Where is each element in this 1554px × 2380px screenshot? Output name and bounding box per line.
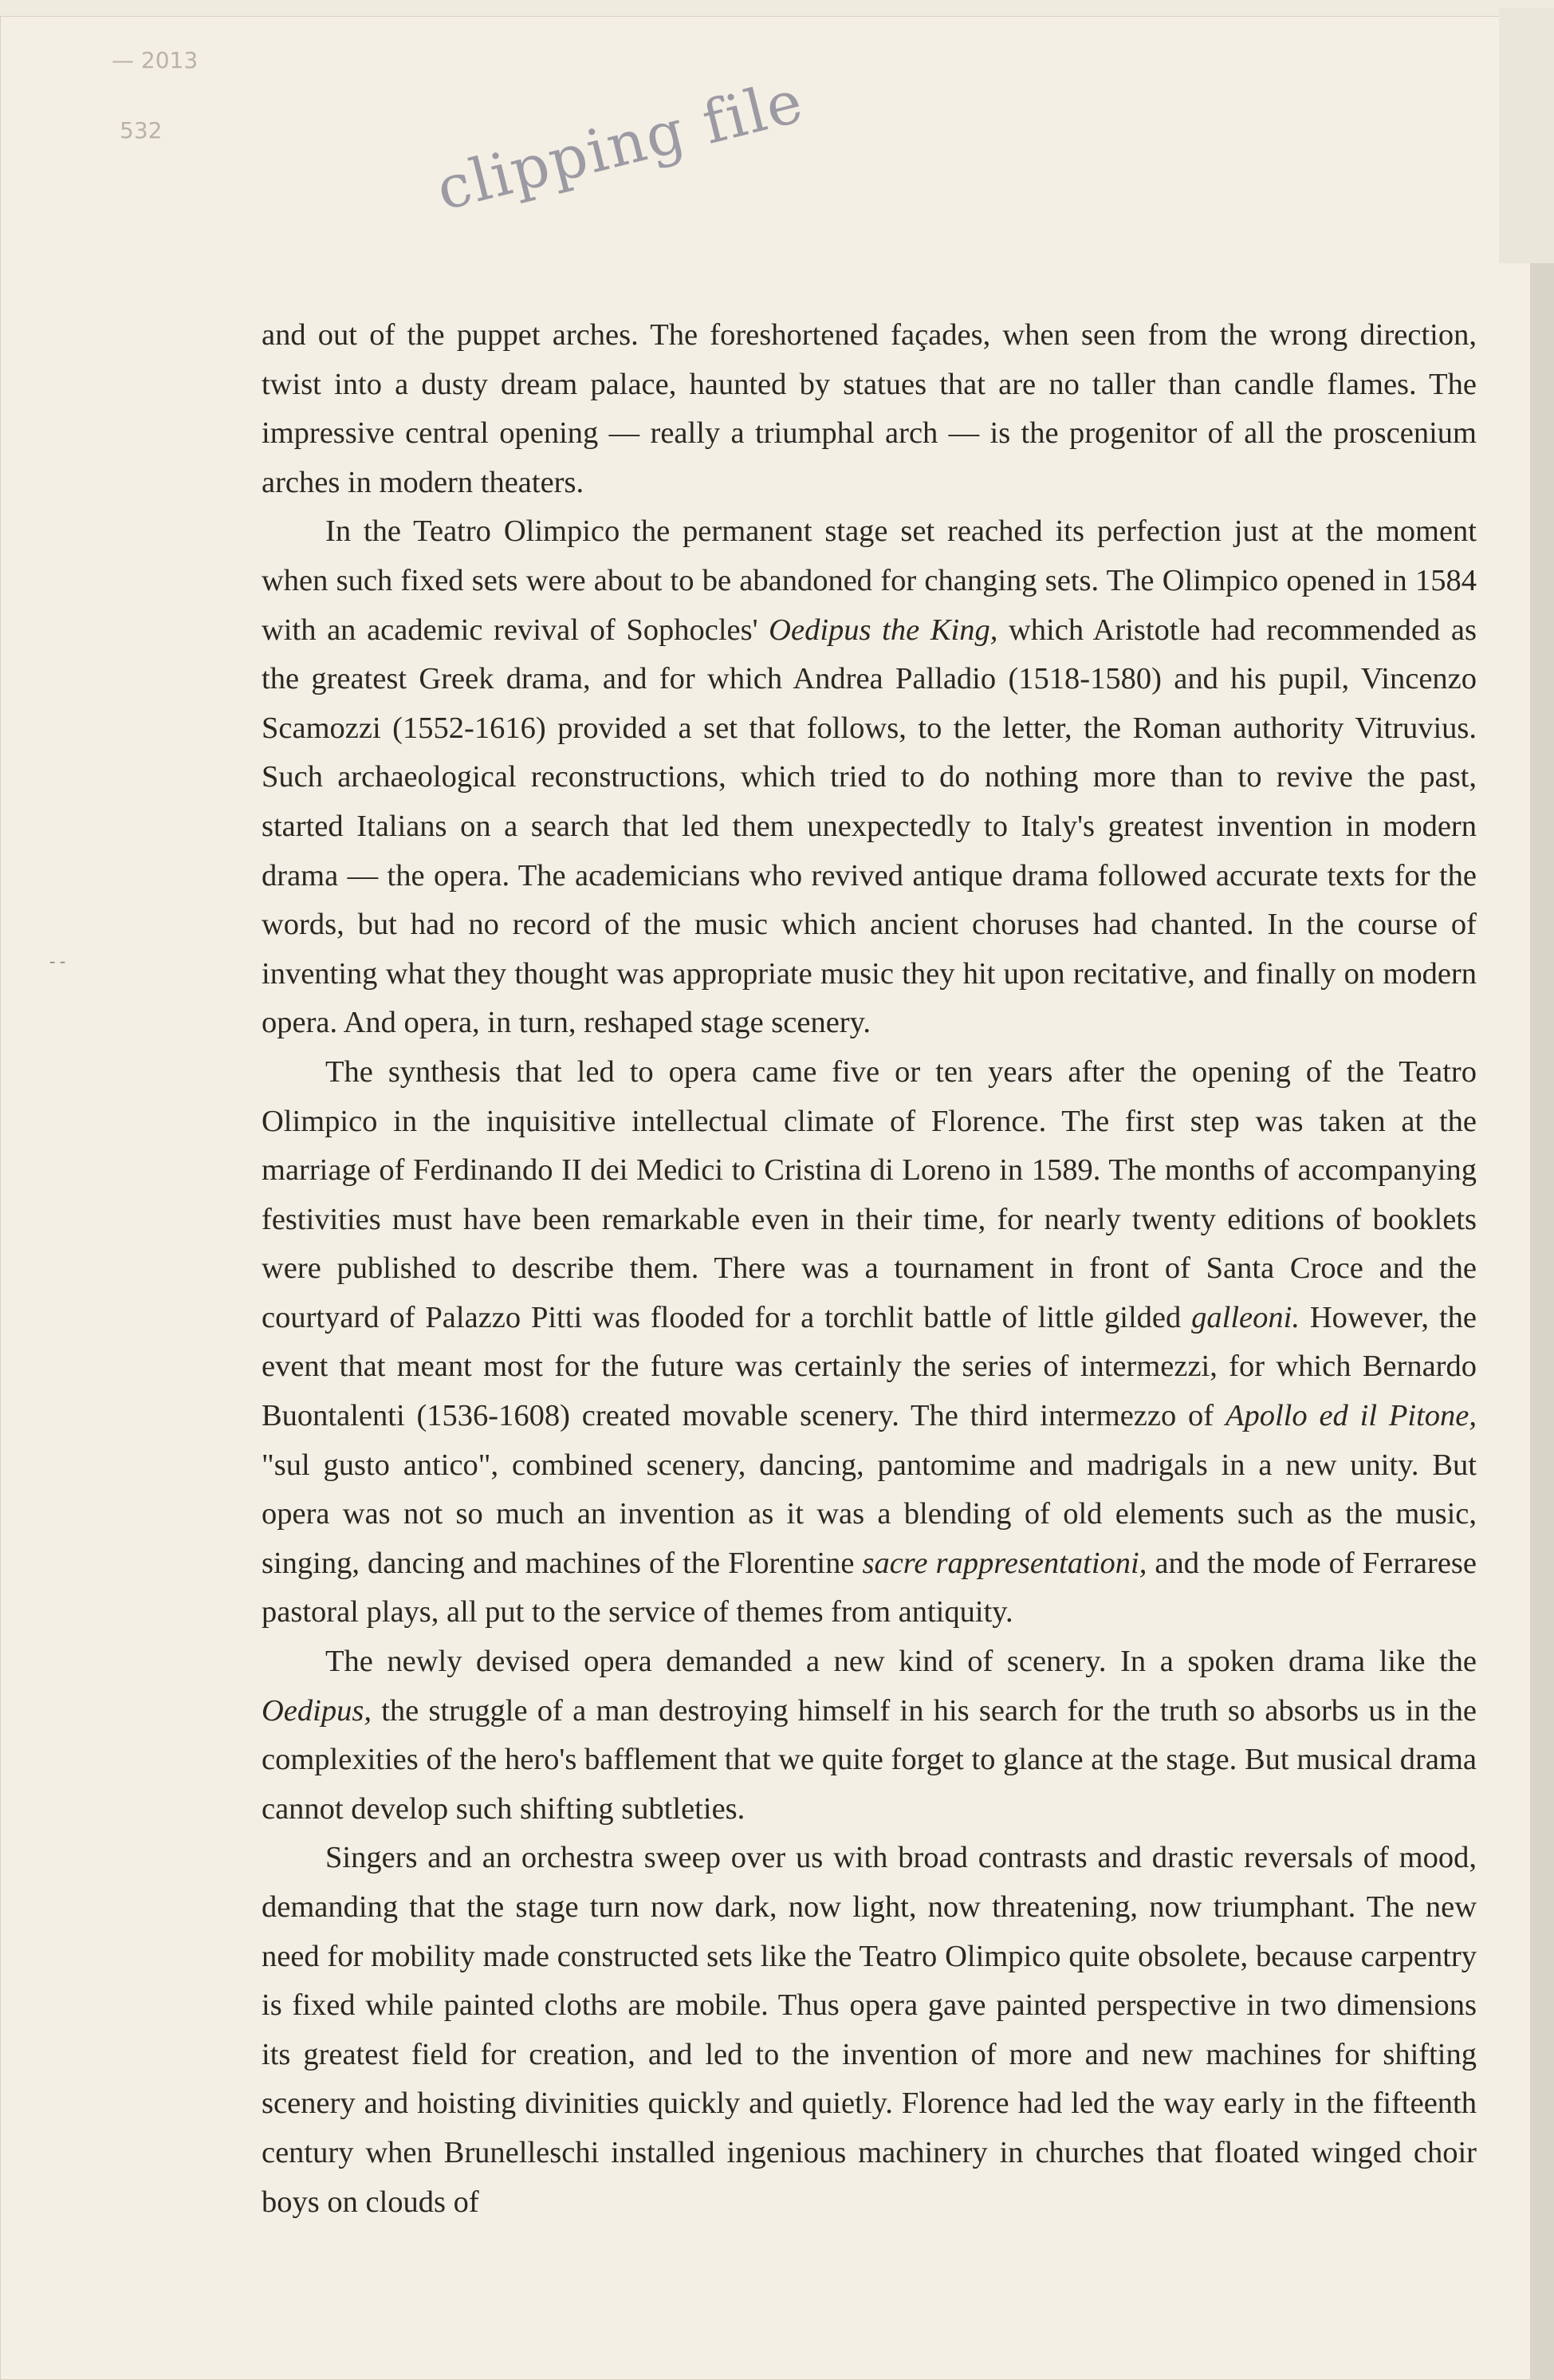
paragraph-text: the struggle of a man destroying himself in his search for the truth so absorbs us in the complexities of the hero's bafflement that we quite forget to glance at the stage. But musical drama cannot develop such shifting subtleties. bbox=[262, 1693, 1477, 1826]
paragraph bbox=[262, 1048, 1477, 1637]
clipping-file-stamp: clipping file bbox=[430, 66, 811, 224]
paragraph-text: The newly devised opera demanded a new kind of scenery. In a spoken drama like the bbox=[325, 1645, 1477, 1679]
italic-title-text: Oedipus the King, bbox=[769, 613, 998, 647]
paragraph bbox=[262, 311, 1477, 507]
paragraph bbox=[262, 507, 1477, 1048]
paragraph-text: "sul gusto antico", combined scenery, dancing, pantomime and madrigals in a new unity. But opera was not so much an invention as it was a blending of old elements such as the music, singing, dancing and machines of the Florentine bbox=[262, 1448, 1477, 1580]
paragraph-text: The synthesis that led to opera came five or ten years after the opening of the Teatro Olimpico in the inquisitive intellectual climate of Florence. The first step was taken at the marriage of Ferdinando II dei Medici to Cristina di Loreno in 1589. The months of accompanying festivities must have been remarkable even in their time, for nearly twenty editions of booklets were published to describe them. There was a tournament in front of Santa Croce and the courtyard of Palazzo Pitti was flooded for a torchlit battle of little gilded bbox=[262, 1054, 1477, 1334]
paragraph-text: which Aristotle had recommended as the greatest Greek drama, and for which Andrea Palladio (1518-1580) and his pupil, Vincenzo Scamozzi (1552-1616) provided a set that follows, to the letter, the Roman authority Vitruvius. Such archaeological reconstructions, which tried to do nothing more than to revive the past, started Italians on a search that led them unexpectedly to Italy's greatest invention in modern drama — the opera. The academicians who revived antique drama followed accurate texts for the words, but had no record of the music which ancient choruses had chanted. In the course of inventing what they thought was appropriate music they hit upon recitative, and finally on modern opera. And opera, in turn, reshaped stage scenery. bbox=[262, 613, 1477, 1040]
paragraph bbox=[262, 1834, 1477, 2227]
page-edge-strip bbox=[1499, 8, 1554, 263]
paragraph-text: Singers and an orchestra sweep over us with broad contrasts and drastic reversals of mood, demanding that the stage turn now dark, now light, now threatening, now triumphant. The new need for mobility made constructed sets like the Teatro Olimpico quite obsolete, because carpentry is fixed while painted cloths are mobile. Thus opera gave painted perspective in two dimensions its greatest field for creation, and led to the invention of more and new machines for shifting scenery and hoisting divinities quickly and quietly. Florence had led the way early in the fifteenth century when Brunelleschi installed ingenious machinery in churches that floated winged choir boys on clouds of bbox=[262, 1841, 1477, 2219]
paragraph-text: In the Teatro Olimpico the permanent stage set reached its perfection just at the moment when such fixed sets were about to be abandoned for changing sets. The Olimpico opened in 1584 with an academic revival of Sophocles' bbox=[262, 514, 1477, 647]
italic-title-text: Apollo ed il Pitone, bbox=[1225, 1399, 1477, 1433]
italic-title-text: Oedipus, bbox=[262, 1693, 372, 1728]
pencil-note: 532 bbox=[120, 117, 163, 144]
margin-mark: - - bbox=[49, 951, 66, 971]
paragraph bbox=[262, 1637, 1477, 1834]
article-body bbox=[262, 311, 1477, 2227]
paragraph-text: and out of the puppet arches. The foreshortened façades, when seen from the wrong direction, twist into a dusty dream palace, haunted by statues that are no taller than candle flames. The impressive central opening — really a triumphal arch — is the progenitor of all the proscenium arches in modern theaters. bbox=[262, 318, 1477, 499]
pencil-note: — 2013 bbox=[112, 47, 199, 73]
italic-title-text: galleoni. bbox=[1191, 1300, 1300, 1334]
page-top-edge bbox=[0, 0, 1554, 18]
paragraph-text: and the mode of Ferrarese pastoral plays, all put to the service of themes from antiquity. bbox=[262, 1546, 1477, 1629]
italic-title-text: sacre rappresentationi, bbox=[862, 1546, 1147, 1580]
paragraph-text: However, the event that meant most for the future was certainly the series of intermezzi, for which Bernardo Buontalenti (1536-1608) created movable scenery. The third intermezzo of bbox=[262, 1300, 1477, 1433]
